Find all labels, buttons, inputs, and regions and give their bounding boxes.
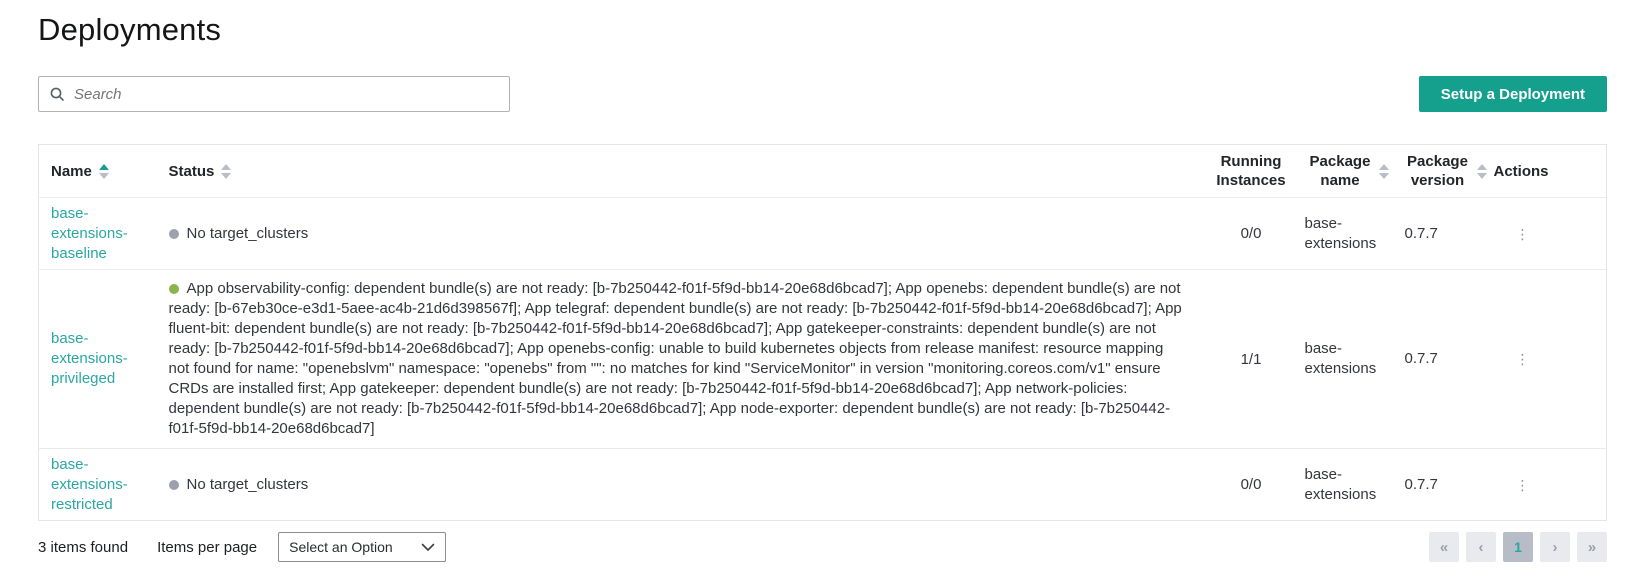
table-header-row bbox=[39, 145, 1607, 198]
row-actions-kebab-icon[interactable]: ⋮ bbox=[1510, 223, 1536, 245]
package-name-value: base-extensions bbox=[1299, 270, 1399, 449]
deployment-name-link[interactable]: base-extensions-privileged bbox=[51, 330, 128, 387]
sort-arrows-name-icon bbox=[99, 164, 109, 179]
table-footer bbox=[38, 532, 1607, 562]
status-dot-icon bbox=[169, 480, 179, 490]
sort-arrows-package-version-icon bbox=[1477, 164, 1487, 179]
running-instances-value: 0/0 bbox=[1204, 198, 1299, 270]
page-title: Deployments bbox=[38, 12, 222, 47]
package-name-value: base-extensions bbox=[1299, 198, 1399, 270]
column-header-name[interactable]: Name bbox=[39, 145, 169, 198]
column-header-status[interactable]: Status bbox=[169, 145, 1204, 198]
sort-arrows-package-name-icon bbox=[1379, 164, 1389, 179]
status-text: App observability-config: dependent bundle(s) are not ready: [b-7b250442-f01f-5f9d-bb14-20e68d6bcad7]; App openebs: dependent bundle(s) are not ready: [b-67eb30ce-e3d1-5aee-ac4b-21d6d398567f]; App telegraf: dependent bundle(s) are not ready: [b-7b250442-f01f-5f9d-bb14-20e68d6bcad7]; App fluent-bit: dependent bundle(s) are not ready: [b-7b250442-f01f-5f9d-bb14-20e68d6bcad7]; App gatekeeper-constraints: dependent bundle(s) are not ready: [b-7b250442-f01f-5f9d-bb14-20e68d6bcad7]; App openebs-config: unable to build kubernetes objects from release manifest: resource mapping not found for name: "openebslvm" namespace: "openebs" from "": no matches for kind "ServiceMonitor" in version "monitoring.coreos.com/v1" ensure CRDs are installed first; App gatekeeper: dependent bundle(s) are not ready: [b-7b250442-f01f-5f9d-bb14-20e68d6bcad7]; App network-policies: dependent bundle(s) are not ready: [b-7b250442-f01f-5f9d-bb14-20e68d6bcad7]; App node-exporter: dependent bundle(s) are not ready: [b-7b250442-f01f-5f9d-bb14-20e68d6bcad7] bbox=[168, 280, 1182, 437]
package-version-value: 0.7.7 bbox=[1399, 198, 1494, 270]
table-row bbox=[39, 449, 1607, 521]
setup-deployment-button[interactable]: Setup a Deployment bbox=[1419, 76, 1607, 112]
status-dot-icon bbox=[169, 284, 179, 294]
pagination-last-button[interactable]: » bbox=[1577, 532, 1607, 562]
status-text: No target_clusters bbox=[186, 224, 309, 242]
column-header-package-name[interactable]: Package name bbox=[1299, 145, 1399, 198]
row-actions-kebab-icon[interactable]: ⋮ bbox=[1510, 474, 1536, 496]
pagination bbox=[1429, 532, 1607, 562]
running-instances-value: 0/0 bbox=[1204, 449, 1299, 521]
package-version-value: 0.7.7 bbox=[1399, 449, 1494, 521]
row-actions-kebab-icon[interactable]: ⋮ bbox=[1510, 348, 1536, 370]
pagination-prev-button[interactable]: ‹ bbox=[1466, 532, 1496, 562]
table-row bbox=[39, 270, 1607, 449]
items-found-label: 3 items found bbox=[38, 538, 129, 556]
running-instances-value: 1/1 bbox=[1204, 270, 1299, 449]
sort-arrows-status-icon bbox=[221, 164, 231, 179]
items-per-page-label: Items per page bbox=[157, 538, 258, 556]
column-header-package-version[interactable]: Package version bbox=[1399, 145, 1494, 198]
column-header-actions: Actions bbox=[1493, 162, 1549, 180]
status-text: No target_clusters bbox=[186, 475, 309, 493]
deployment-name-link[interactable]: base-extensions-baseline bbox=[51, 204, 128, 262]
status-dot-icon bbox=[169, 229, 179, 239]
pagination-current-page-button[interactable]: 1 bbox=[1503, 532, 1533, 562]
table-row bbox=[39, 198, 1607, 270]
package-name-value: base-extensions bbox=[1299, 449, 1399, 521]
deployment-name-link[interactable]: base-extensions-restricted bbox=[51, 455, 128, 513]
toolbar bbox=[38, 76, 1607, 112]
column-header-running-instances: Running Instances bbox=[1216, 153, 1286, 189]
items-per-page-select[interactable] bbox=[278, 532, 446, 562]
pagination-next-button[interactable]: › bbox=[1540, 532, 1570, 562]
search-input[interactable] bbox=[74, 86, 499, 103]
package-version-value: 0.7.7 bbox=[1399, 270, 1494, 449]
search-box[interactable] bbox=[38, 76, 510, 112]
deployments-table bbox=[38, 144, 1607, 521]
search-icon bbox=[49, 86, 65, 102]
items-per-page-selected-value: Select an Option bbox=[289, 539, 393, 555]
chevron-down-icon bbox=[421, 543, 435, 552]
pagination-first-button[interactable]: « bbox=[1429, 532, 1459, 562]
